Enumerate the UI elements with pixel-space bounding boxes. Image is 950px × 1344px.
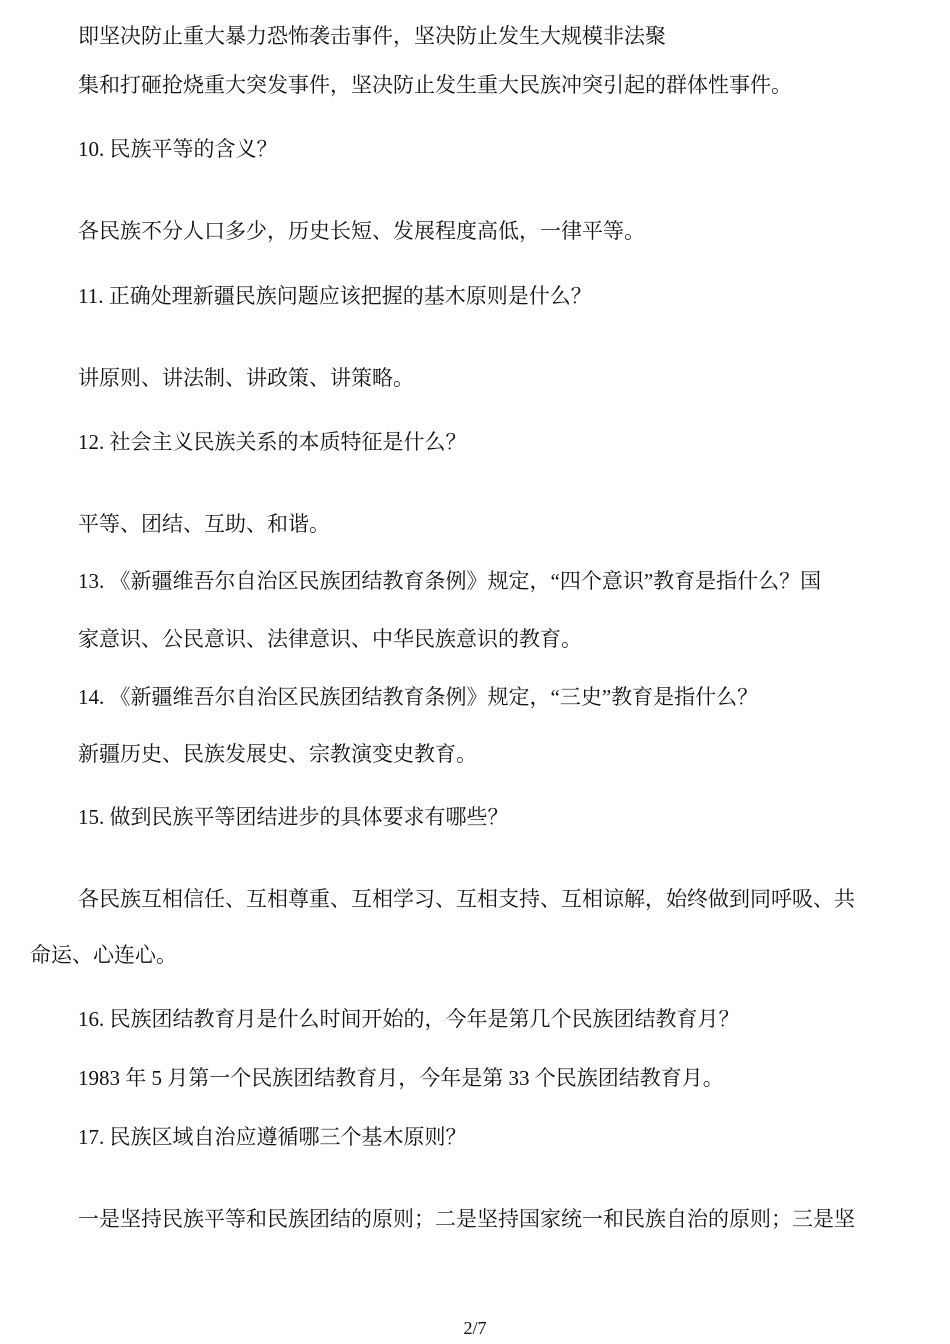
answer-15: 各民族互相信任、互相尊重、互相学习、互相支持、互相谅解，始终做到同呼吸、共 bbox=[78, 887, 855, 911]
question-11: 11. 正确处理新疆民族问题应该把握的基木原则是什么？ bbox=[78, 284, 592, 308]
question-13: 13. 《新疆维吾尔自治区民族团结教育条例》规定，“四个意识”教育是指什么？国 bbox=[78, 569, 822, 593]
answer-16: 1983 年 5 月第一个民族团结教育月，今年是第 33 个民族团结教育月。 bbox=[78, 1066, 724, 1090]
text-line: 即坚决防止重大暴力恐怖袭击事件，坚决防止发生大规模非法聚 bbox=[78, 24, 666, 48]
question-17: 17. 民族区域自治应遵循哪三个基木原则？ bbox=[78, 1125, 467, 1149]
question-12: 12. 社会主义民族关系的本质特征是什么？ bbox=[78, 430, 467, 454]
question-15: 15. 做到民族平等团结进步的具体要求有哪些？ bbox=[78, 805, 509, 829]
answer-11: 讲原则、讲法制、讲政策、讲策略。 bbox=[78, 366, 414, 390]
page-number: 2/7 bbox=[463, 1318, 487, 1338]
answer-17: 一是坚持民族平等和民族团结的原则；二是坚持国家统一和民族自治的原则；三是坚 bbox=[78, 1207, 855, 1231]
question-16: 16. 民族团结教育月是什么时间开始的，今年是第几个民族团结教育月？ bbox=[78, 1007, 740, 1031]
answer-12: 平等、团结、互助、和谐。 bbox=[78, 512, 330, 536]
question-10: 10. 民族平等的含义？ bbox=[78, 137, 278, 161]
answer-14: 新疆历史、民族发展史、宗教演变史教育。 bbox=[78, 742, 477, 766]
answer-10: 各民族不分人口多少，历史长短、发展程度高低，一律平等。 bbox=[78, 219, 645, 243]
question-14: 14. 《新疆维吾尔自治区民族团结教育条例》规定，“三史”教育是指什么？ bbox=[78, 685, 759, 709]
answer-15-continued: 命运、心连心。 bbox=[30, 943, 177, 967]
text-line: 集和打砸抢烧重大突发事件，坚决防止发生重大民族冲突引起的群体性事件。 bbox=[78, 73, 792, 97]
answer-13: 家意识、公民意识、法律意识、中华民族意识的教育。 bbox=[78, 627, 582, 651]
